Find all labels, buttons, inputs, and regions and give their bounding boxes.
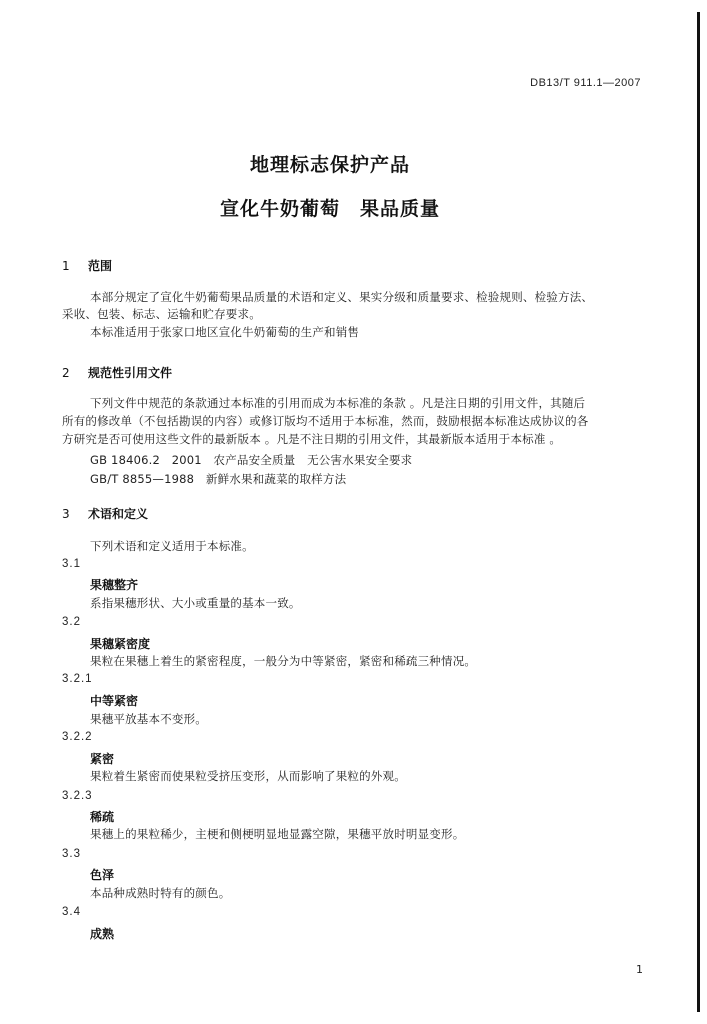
- term-name: 稀疏: [90, 810, 115, 824]
- term-definition: 果粒着生紧密而使果粒受挤压变形，从而影响了果粒的外观。: [90, 769, 406, 783]
- scan-edge-line: [697, 12, 700, 1012]
- clause-number: 3.2: [62, 616, 81, 628]
- section-title: 规范性引用文件: [88, 366, 173, 380]
- section-number: 2: [62, 366, 70, 380]
- term-definition: 果穗上的果粒稀少，主梗和侧梗明显地显露空隙，果穗平放时明显变形。: [90, 827, 465, 841]
- page-number: 1: [636, 963, 643, 976]
- paragraph: 下列术语和定义适用于本标准。: [90, 539, 254, 553]
- term-name: 成熟: [90, 927, 115, 941]
- section-1-heading: [62, 257, 112, 274]
- section-2-heading: [62, 364, 172, 381]
- term-definition: 果穗平放基本不变形。: [90, 712, 207, 726]
- term-name: 果穗整齐: [90, 578, 139, 592]
- standard-code: DB13/T 911.1—2007: [530, 77, 641, 89]
- section-number: 3: [62, 507, 70, 521]
- section-title: 术语和定义: [88, 507, 149, 521]
- term-name: 紧密: [90, 752, 115, 766]
- paragraph: 本标准适用于张家口地区宣化牛奶葡萄的生产和销售: [90, 325, 360, 339]
- clause-number: 3.2.2: [62, 731, 93, 743]
- paragraph: 方研究是否可使用这些文件的最新版本 。凡是不注日期的引用文件，其最新版本适用于本标准 。: [62, 432, 562, 446]
- paragraph: 采收、包装、标志、运输和贮存要求。: [62, 307, 261, 321]
- clause-number: 3.2.1: [62, 673, 93, 685]
- clause-number: 3.1: [62, 558, 81, 570]
- clause-number: 3.3: [62, 848, 81, 860]
- section-title: 范围: [88, 259, 113, 273]
- paragraph: 本部分规定了宣化牛奶葡萄果品质量的术语和定义、果实分级和质量要求、检验规则、检验方法、: [90, 290, 594, 304]
- reference-item: GB/T 8855—1988 新鲜水果和蔬菜的取样方法: [90, 472, 347, 486]
- section-number: 1: [62, 259, 70, 273]
- document-title: 地理标志保护产品: [249, 154, 410, 176]
- reference-item: GB 18406.2 2001 农产品安全质量 无公害水果安全要求: [90, 453, 413, 467]
- paragraph: 所有的修改单（不包括勘误的内容）或修订版均不适用于本标准，然而，鼓励根据本标准达成协议的各: [62, 414, 589, 428]
- term-name: 中等紧密: [90, 694, 139, 708]
- section-3-heading: [62, 505, 148, 522]
- clause-number: 3.4: [62, 906, 81, 918]
- term-name: 果穗紧密度: [90, 637, 151, 651]
- term-definition: 果粒在果穗上着生的紧密程度，一般分为中等紧密，紧密和稀疏三种情况。: [90, 654, 477, 668]
- term-name: 色泽: [90, 868, 115, 882]
- paragraph: 下列文件中规范的条款通过本标准的引用而成为本标准的条款 。凡是注日期的引用文件，其随后: [90, 396, 586, 410]
- term-definition: 本品种成熟时特有的颜色。: [90, 886, 231, 900]
- clause-number: 3.2.3: [62, 790, 93, 802]
- document-subtitle: 宣化牛奶葡萄 果品质量: [219, 198, 440, 220]
- term-definition: 系指果穗形状、大小或重量的基本一致。: [90, 596, 301, 610]
